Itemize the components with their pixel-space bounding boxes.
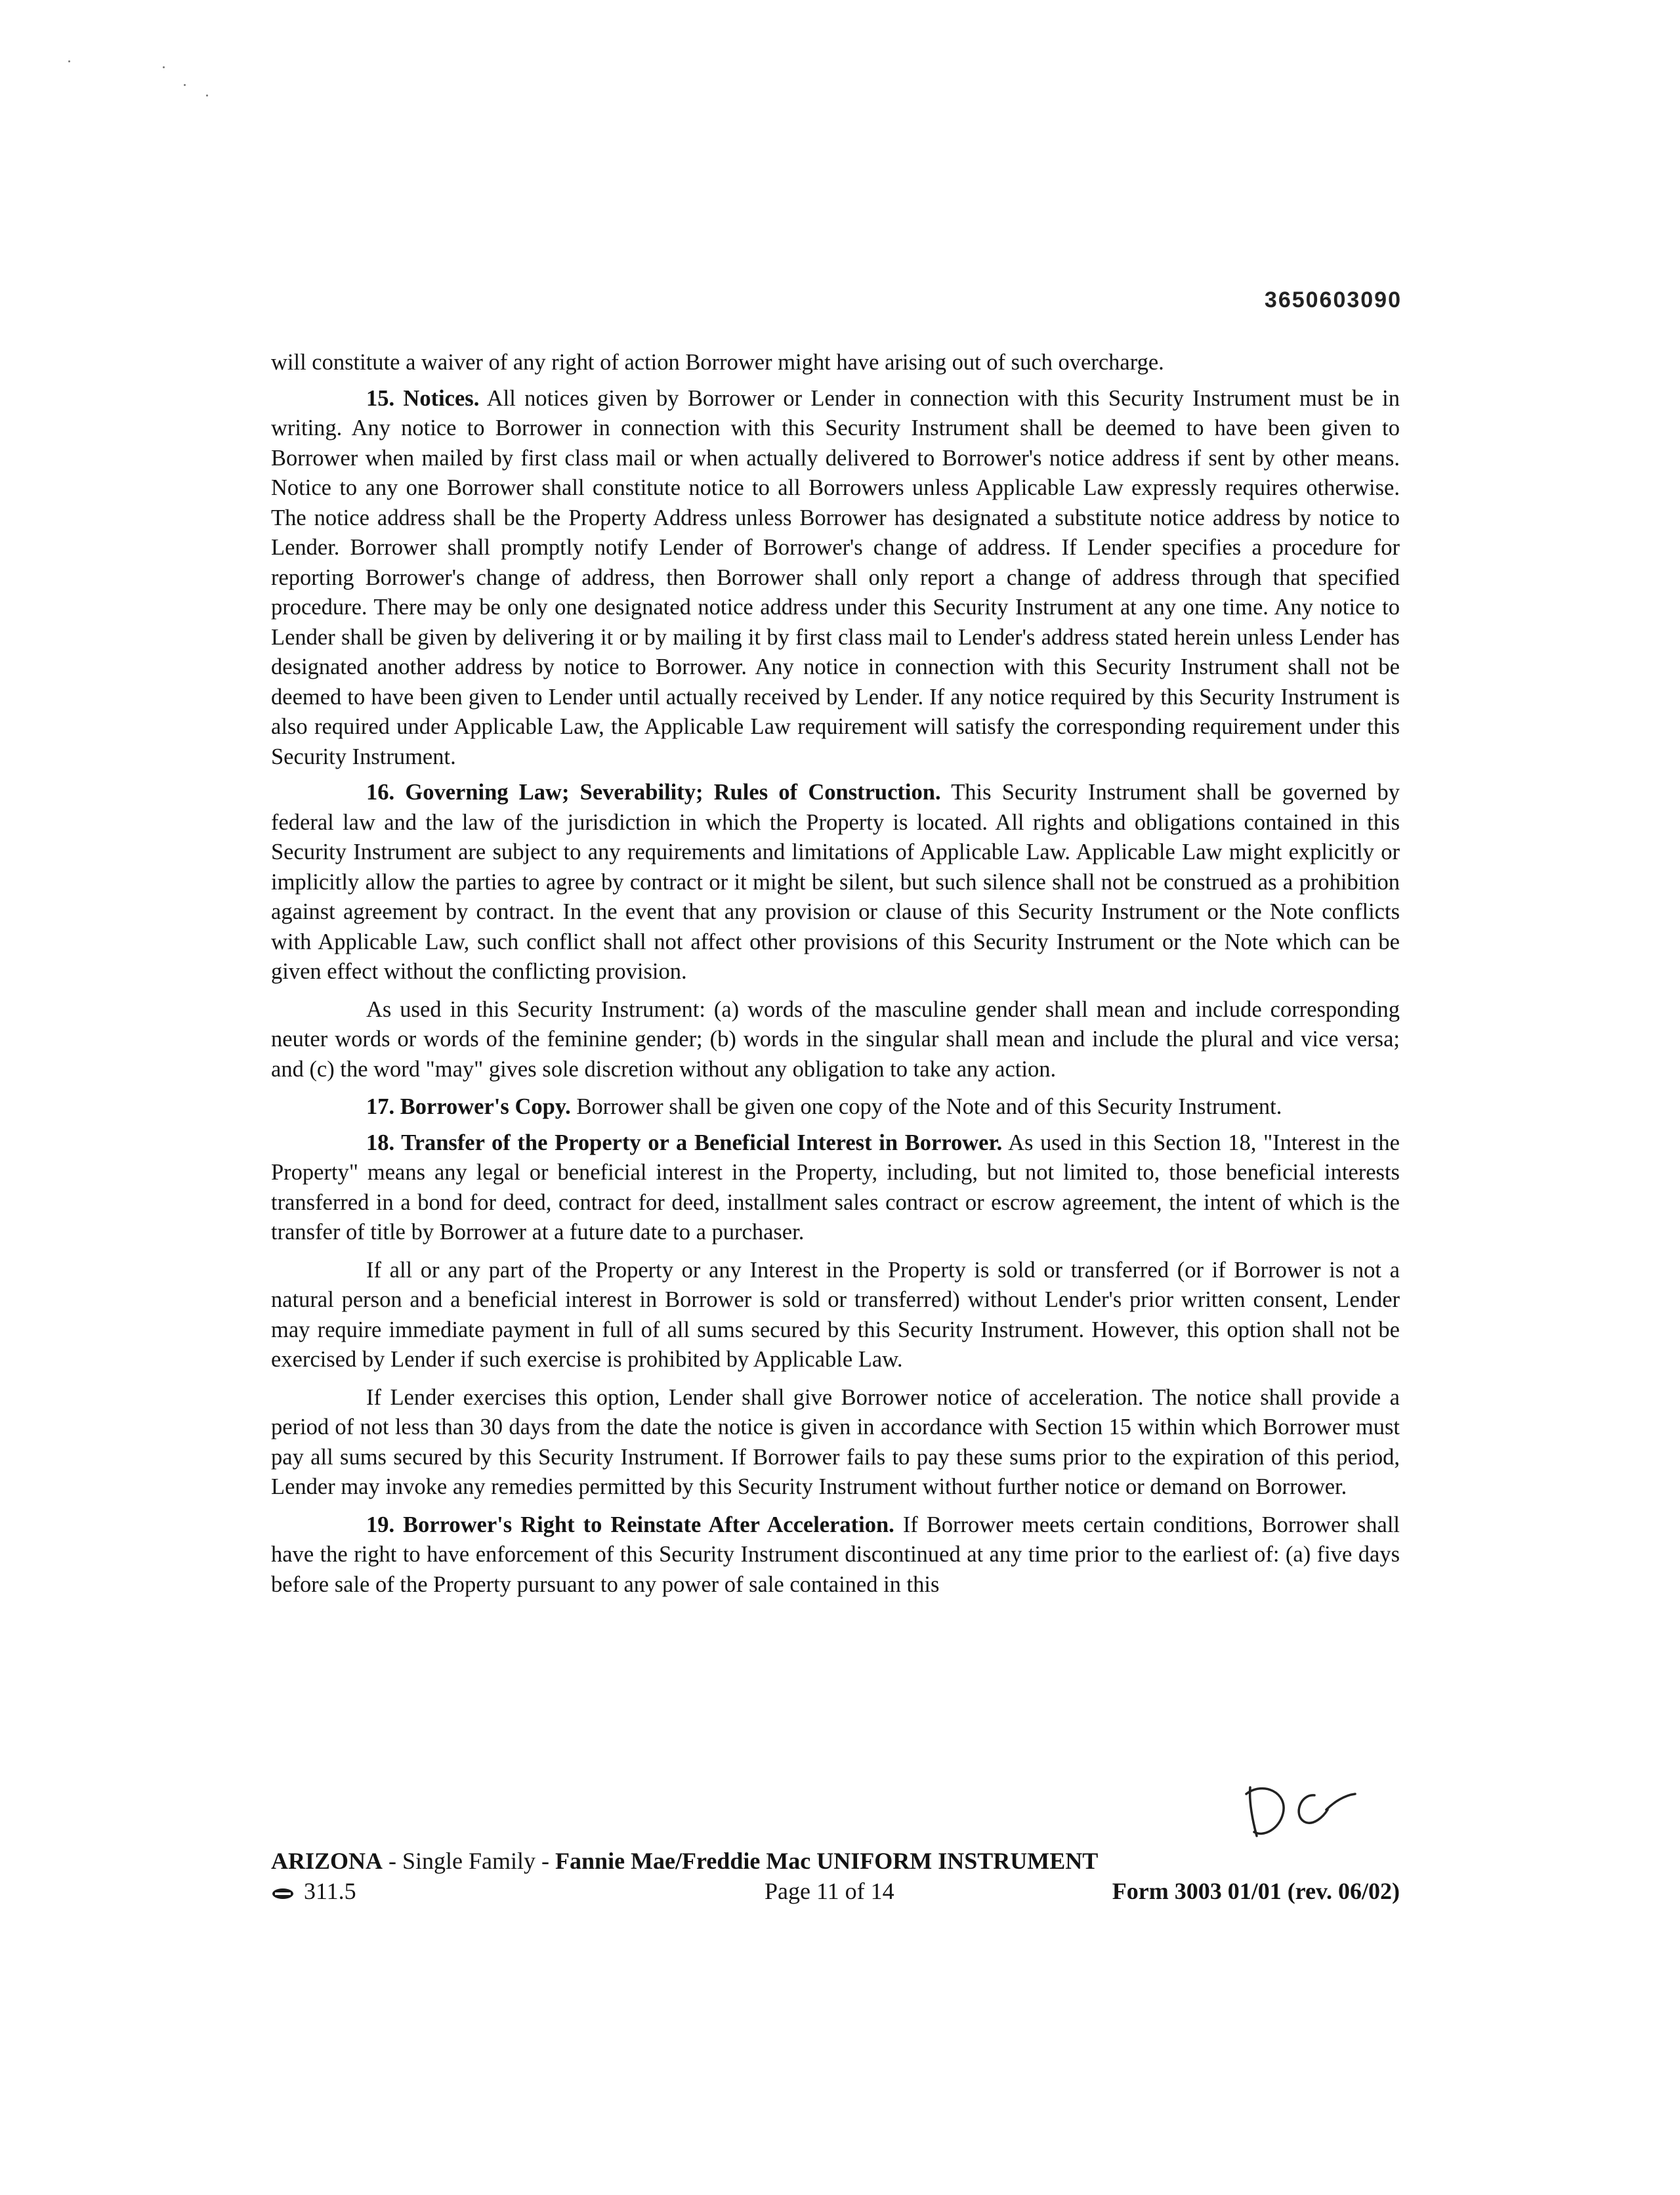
footer-form-code — [271, 1876, 356, 1906]
loan-number: 3650603090 — [1264, 288, 1402, 312]
section-15-notices — [271, 384, 1400, 773]
form-footer — [271, 1846, 1400, 1906]
section-text: If Borrower meets certain conditions, Borrower shall have the right to have enforcement of this Security Instrument discontinued at any time prior to the earliest of: (a) five days before sale of the Property pursuant to any power of sale contained in this — [271, 1512, 1400, 1597]
section-18-sale: If all or any part of the Property or any Interest in the Property is sold or transferred (or if Borrower is not a natural person and a beneficial interest in Borrower is sold or transferred) without Lender's prior written consent, Lender may require immediate payment in full of all sums secured by this Security Instrument. However, this option shall not be exercised by Lender if such exercise is prohibited by Applicable Law. — [271, 1257, 1400, 1372]
footer-code: 311.5 — [304, 1878, 356, 1904]
section-text: As used in this Section 18, "Interest in the Property" means any legal or beneficial interest in the Property, including, but not limited to, those beneficial interests transferred in a bond for deed, contract for deed, installment sales contract or escrow agreement, the intent of which is the transfer of title by Borrower at a future date to a purchaser. — [271, 1130, 1400, 1245]
section-heading: 15. Notices. — [366, 385, 480, 411]
section-heading: 19. Borrower's Right to Reinstate After Acceleration. — [366, 1512, 894, 1537]
section-heading: 16. Governing Law; Severability; Rules of Construction. — [366, 780, 941, 805]
footer-page-number: Page 11 of 14 — [765, 1878, 894, 1904]
footer-separator: - — [383, 1848, 403, 1874]
vmp-logo-icon — [271, 1887, 295, 1900]
footer-instrument: Fannie Mae/Freddie Mac UNIFORM INSTRUMENT — [555, 1848, 1099, 1874]
footer-state: ARIZONA — [271, 1848, 383, 1874]
footer-separator: - — [536, 1848, 556, 1874]
section-text: This Security Instrument shall be governed by federal law and the law of the jurisdiction in which the Property is located. All rights and obligations contained in this Security Instrument are subject to any requirements and limitations of Applicable Law. Applicable Law might explicitly or implicitly allow the parties to agree by contract or it might be silent, but such silence shall not be construed as a prohibition against agreement by contract. In the event that any provision or clause of this Security Instrument or the Note conflicts with Applicable Law, such conflict shall not affect other provisions of this Security Instrument or the Note which can be given effect without the conflicting provision. — [271, 780, 1400, 984]
scan-speck — [163, 66, 165, 68]
footer-title-line — [271, 1846, 1400, 1876]
scan-speck — [184, 84, 186, 86]
section-18-acceleration: If Lender exercises this option, Lender shall give Borrower notice of acceleration. The notice shall provide a period of not less than 30 days from the date the notice is given in accordance with Section 15 within which Borrower must pay all sums secured by this Security Instrument. If Borrower fails to pay these sums prior to the expiration of this period, Lender may invoke any remedies permitted by this Security Instrument without further notice or demand on Borrower. — [271, 1384, 1400, 1499]
section-text: Borrower shall be given one copy of the Note and of this Security Instrument. — [576, 1094, 1282, 1119]
footer-form-number: Form 3003 01/01 (rev. 06/02) — [1112, 1878, 1400, 1904]
handwritten-initials — [1237, 1776, 1362, 1848]
scan-speck — [68, 60, 70, 62]
section-text: All notices given by Borrower or Lender in connection with this Security Instrument must be in writing. Any notice to Borrower in connection with this Security Instrument shall be deemed to have been given to Borrower when mailed by first class mail or when actually delivered to Borrower's notice address if sent by other means. Notice to any one Borrower shall constitute notice to all Borrowers unless Applicable Law expressly requires otherwise. The notice address shall be the Property Address unless Borrower has designated a substitute notice address by notice to Lender. Borrower shall promptly notify Lender of Borrower's change of address. If Lender specifies a procedure for reporting Borrower's change of address, then Borrower shall only report a change of address through that specified procedure. There may be only one designated notice address under this Security Instrument at any one time. Any notice to Lender shall be given by delivering it or by mailing it by first class mail to Lender's address stated herein unless Lender has designated another address by notice to Borrower. Any notice in connection with this Security Instrument shall not be deemed to have been given to Lender until actually received by Lender. If any notice required by this Security Instrument is also required under Applicable Law, the Applicable Law requirement will satisfy the corresponding requirement under this Security Instrument. — [271, 385, 1400, 769]
document-body — [271, 348, 1400, 1606]
paragraph-continuation: will constitute a waiver of any right of action Borrower might have arising out of such overcharge. — [271, 350, 1164, 375]
scan-speck — [206, 95, 208, 96]
section-16-construction: As used in this Security Instrument: (a) words of the masculine gender shall mean and include corresponding neuter words or words of the feminine gender; (b) words in the singular shall mean and include the plural and vice versa; and (c) the word "may" gives sole discretion without any obligation to take any action. — [271, 996, 1400, 1082]
section-heading: 18. Transfer of the Property or a Beneficial Interest in Borrower. — [366, 1130, 1003, 1155]
section-16-governing-law — [271, 778, 1400, 987]
section-18-transfer — [271, 1128, 1400, 1248]
footer-meta-line — [271, 1876, 1400, 1906]
section-19-reinstate — [271, 1510, 1400, 1600]
section-heading: 17. Borrower's Copy. — [366, 1094, 571, 1119]
footer-family: Single Family — [402, 1848, 536, 1874]
section-17-borrowers-copy — [271, 1092, 1400, 1122]
